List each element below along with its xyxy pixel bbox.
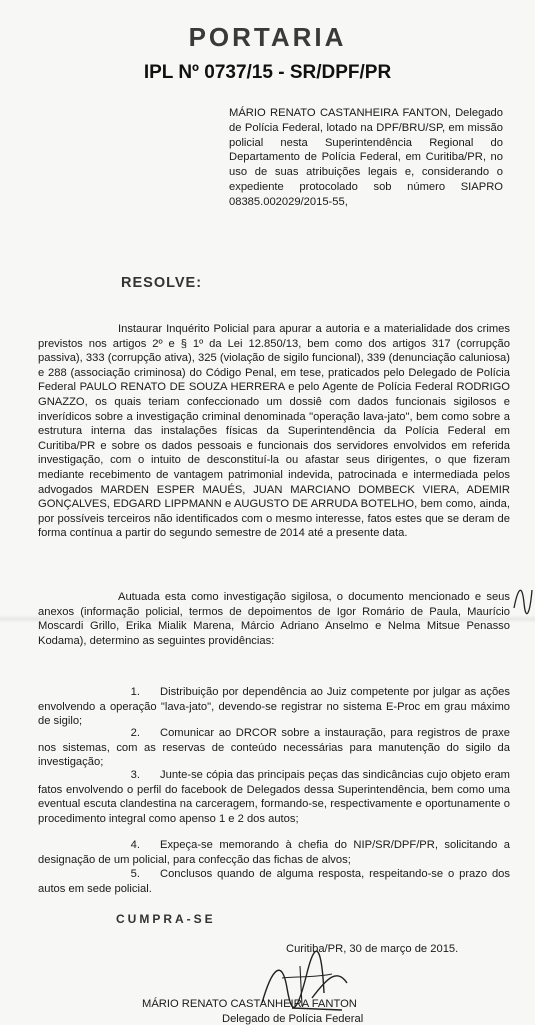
list-item-text: Conclusos quando de alguma resposta, respeitando-se o prazo dos autos em sede policial.: [38, 868, 510, 895]
list-item-text: Junte-se cópia das principais peças das sindicâncias cujo objeto eram fatos envolvendo o perfil do facebook de Delegados dessa Superintendência, bem como uma eventual escuta clandestina na carceragem, formando-se, respectivamente e oportunamente o procedimento integral como apenso 1 e 2 dos autos;: [38, 769, 510, 825]
list-item: [38, 867, 510, 896]
list-item: [38, 838, 510, 867]
preamble-paragraph: MÁRIO RENATO CASTANHEIRA FANTON, Delegado de Polícia Federal, lotado na DPF/BRU/SP, em missão policial nesta Superintendência Regional do Departamento de Polícia Federal, em Curitiba/PR, no uso de suas atribuições legais e, considerando o expediente protocolado sob número SIAPRO 08385.002029/2015-55,: [229, 107, 503, 208]
signatory-role: Delegado de Polícia Federal: [222, 1013, 364, 1025]
list-item: [38, 685, 510, 729]
list-item-number: 1.: [130, 686, 140, 698]
list-item-number: 5.: [130, 868, 140, 880]
list-item-number: 2.: [130, 727, 140, 739]
list-item: [38, 768, 510, 826]
list-item-text: Expeça-se memorando à chefia do NIP/SR/DPF/PR, solicitando a designação de um policial, para confecção das fichas de alvos;: [38, 839, 510, 866]
closing-directive: CUMPRA-SE: [116, 912, 216, 926]
document-subtitle: IPL Nº 0737/15 - SR/DPF/PR: [143, 62, 392, 83]
resolve-heading: RESOLVE:: [121, 275, 203, 291]
date-line: Curitiba/PR, 30 de março de 2015.: [286, 943, 459, 955]
list-item-number: 3.: [130, 769, 140, 781]
list-item-text: Comunicar ao DRCOR sobre a instauração, para registros de praxe nos sistemas, com as reservas de conteúdo necessárias para manutenção do sigilo da investigação;: [38, 727, 510, 769]
body-paragraph-2: [38, 590, 510, 648]
list-item-number: 4.: [130, 839, 140, 851]
body-paragraph-1: [38, 322, 510, 541]
list-item-text: Distribuição por dependência ao Juiz competente por julgar as ações envolvendo a operação "lava-jato", devendo-se registrar no sistema E-Proc em grau máximo de sigilo;: [38, 686, 510, 728]
document-title: PORTARIA: [188, 22, 347, 52]
list-item: [38, 726, 510, 770]
signatory-name: MÁRIO RENATO CASTANHEIRA FANTON: [142, 998, 357, 1010]
body-paragraph-1-text: Instaurar Inquérito Policial para apurar a autoria e a materialidade dos crimes previstos nos artigos 2º e § 1º da Lei 12.850/13, bem como dos artigos 317 (corrupção passiva), 333 (corrupção ativa), 325 (violação de sigilo funcional), 339 (denunciação caluniosa) e 288 (associação criminosa) do Código Penal, em tese, praticados pelo Delegado de Polícia Federal PAULO RENATO DE SOUZA HERRERA e pelo Agente de Polícia Federal RODRIGO GNAZZO, os quais teriam confeccionado um dossiê com dados funcionais sigilosos e inverídicos sobre a investigação criminal denominada "operação lava-jato", bem como sobre a estrutura interna das instalações físicas da Superintendência da Polícia Federal em Curitiba/PR e sobre os dados pessoais e funcionais dos servidores envolvidos em referida investigação, com o intuito de desconstituí-la ou afastar seus dirigentes, o que fizeram mediante recebimento de vantagem patrimonial indevida, patrocinada e intermediada pelos advogados MARDEN ESPER MAUÉS, JUAN MARCIANO DOMBECK VIERA, ADEMIR GONÇALVES, EDGARD LIPPMANN e AUGUSTO DE ARRUDA BOTELHO, bem como, ainda, por possíveis terceiros não identificados com o mesmo interesse, fatos estes que se deram de forma contínua a partir do segundo semestre de 2014 até a presente data.: [38, 323, 510, 540]
margin-initials: [510, 578, 535, 618]
body-paragraph-2-text: Autuada esta como investigação sigilosa, o documento mencionado e seus anexos (informação policial, termos de depoimentos de Igor Romário de Paula, Maurício Moscardi Grillo, Erika Mialik Marena, Márcio Adriano Anselmo e Nelma Mitsue Penasso Kodama), determino as seguintes providências:: [38, 591, 510, 647]
